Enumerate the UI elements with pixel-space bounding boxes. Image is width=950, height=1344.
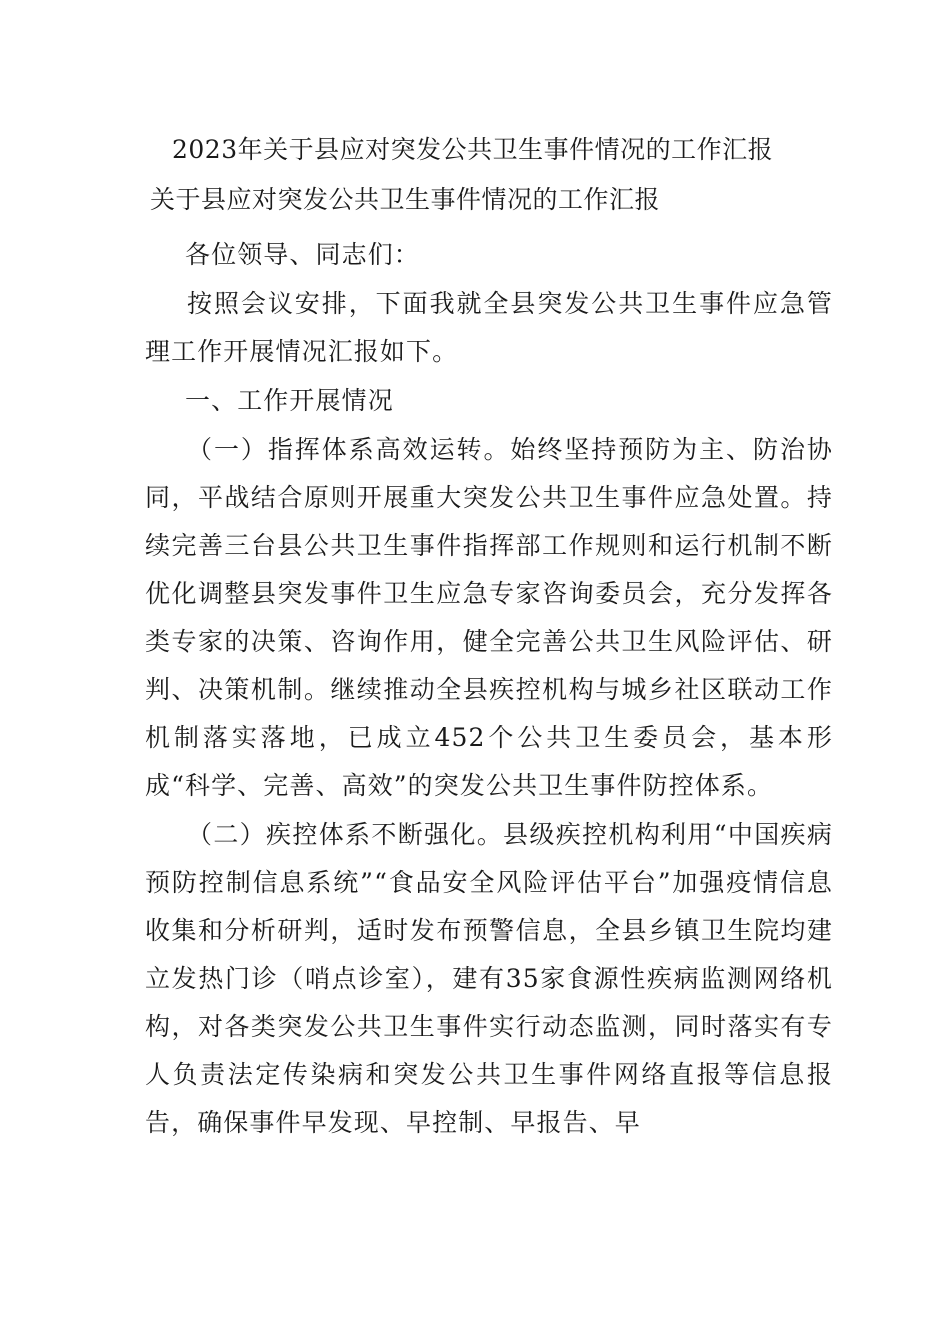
greeting: 各位领导、同志们： bbox=[185, 240, 420, 269]
document-body bbox=[145, 231, 833, 1148]
intro-paragraph: 按照会议安排，下面我就全县突发公共卫生事件应急管理工作开展情况汇报如下。 bbox=[145, 289, 833, 366]
paragraph-command-system: （一）指挥体系高效运转。始终坚持预防为主、防治协同，平战结合原则开展重大突发公共卫生事件应急处置。持续完善三台县公共卫生事件指挥部工作规则和运行机制不断优化调整县突发事件卫生应急专家咨询委员会，充分发挥各类专家的决策、咨询作用，健全完善公共卫生风险评估、研判、决策机制。继续推动全县疾控机构与城乡社区联动工作机制落实落地，已成立452个公共卫生委员会，基本形成“科学、完善、高效”的突发公共卫生事件防控体系。 bbox=[145, 435, 833, 800]
document-subtitle: 关于县应对突发公共卫生事件情况的工作汇报 bbox=[150, 185, 661, 214]
document-title: 2023年关于县应对突发公共卫生事件情况的工作汇报 bbox=[172, 135, 774, 164]
section-heading: 一、工作开展情况 bbox=[185, 386, 394, 415]
paragraph-disease-control: （二）疾控体系不断强化。县级疾控机构利用“中国疾病预防控制信息系统”“食品安全风险评估平台”加强疫情信息收集和分析研判，适时发布预警信息，全县乡镇卫生院均建立发热门诊（哨点诊室），建有35家食源性疾病监测网络机构，对各类突发公共卫生事件实行动态监测，同时落实有专人负责法定传染病和突发公共卫生事件网络直报等信息报告，确保事件早发现、早控制、早报告、早 bbox=[145, 820, 833, 1137]
